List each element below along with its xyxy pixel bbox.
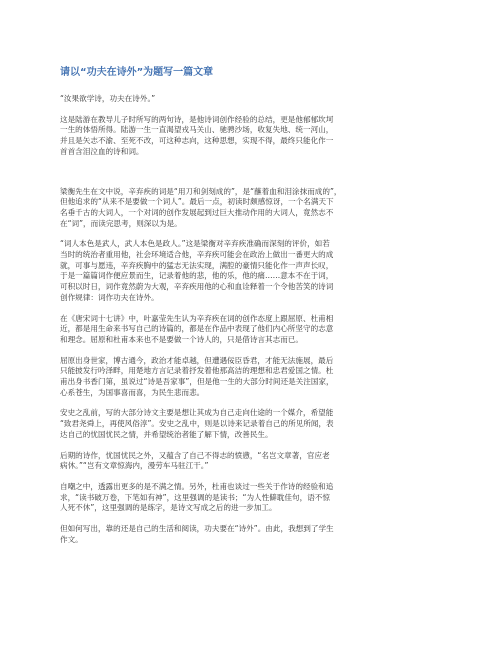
paragraph-7: 安史之乱前，写的大部分诗文主要是想让其成为自己走向仕途的一个媒介，希望能 “致君尧舜上，再使风俗淳”。安史之乱中，则是以诗来记录着自己的所见所闻，表 达自己的忧国忧民之情，并希望统治者能了解下情，改善民生。: [60, 408, 334, 439]
paragraph-5: 在《唐宋词十七讲》中，叶嘉莹先生认为辛弃疾在词的创作态度上跟屈原、杜甫相 近，都是用生命来书写自己的诗篇的，都是在作品中表现了他们内心所坚守的志意 和理念。屈原和杜甫本来也不是要做一个诗人的，只是借诗言其志而已。: [60, 313, 334, 344]
paragraph-9: 自嘲之中，透露出更多的是不满之情。另外，杜甫也谈过一些关于作诗的经验和追 求，“读书破万卷，下笔如有神”，这里强调的是读书；“为人性僻耽佳句，语不惊 人死不休”，这里强调的是练字，是诗文写成之后的进一步加工。: [60, 481, 334, 513]
document-title: 请以“功夫在诗外”为题写一篇文章: [60, 67, 214, 78]
paragraph-10: 但如何写出，靠的还是自己的生活和阅读，功夫要在“诗外”。由此，我想到了学生 作文。: [60, 524, 334, 544]
paragraph-1: “汝果欲学诗，功夫在诗外。”: [60, 94, 156, 103]
paragraph-8: 后期的诗作，忧国忧民之外，又蕴含了自己不得志的愤懑，“名岂文章著，官应老 病休。”“岂有文章惊海内，漫劳车马驻江干。”: [60, 450, 330, 471]
paragraph-6: 屈原出身世家，博古通今，政治才能卓越，但遭遇佞臣昏君，才能无法施展，最后 只能披发行吟泽畔，用楚地方言记录着抒发着他那高洁的理想和忠君爱国之情。杜 甫出身书香门第，虽说过“诗是吾家事”，但是他一生的大部分时间还是关注国家， 心系苍生，为国事喜而喜，为民生悲而悲。: [60, 355, 334, 397]
paragraph-2: 这是陆游在教导儿子时所写的两句诗，是他诗词创作经验的总结，更是他郁郁坎坷 一生的体悟所得。陆游一生一直渴望戎马关山、驰骋沙场，收复失地、统一河山， 并且是矢志不渝、至死不改，可这种志向，这种思想，实现不得，最终只能化作一 首首含泪泣血的诗和词。: [60, 114, 334, 156]
paragraph-3: 梁衡先生在文中说，辛弃疾的词是“用刀和剑刻成的”，是“蘸着血和泪涂抹而成的”， 但他追求的“从来不是要做一个词人”。最后一点，初读时颇感惊讶，一个名满天下 名垂千古的大词人，一个对词的创作发展起到过巨大推动作用的大词人，竟然志不 在“词”，而读完思考，则深以为是。: [60, 186, 342, 228]
document-page: [60, 66, 440, 556]
paragraph-4: “词人本色是武人，武人本色是政人。”这是梁衡对辛弃疾准确而深刻的评价，如若 当时的统治者重用他，社会环境适合他，辛弃疾可能会在政治上做出一番更大的成 就，可事与愿违，辛弃疾胸中的猛志无法实现，满腔的豪情只能化作一声声长叹， 于是一篇篇词作便应景而生，记录着他的悲，他的乐，他的痛……意本不在于词， 可积以时日，词作竟然蔚为大观，辛弃疾用他的心和血诠释着一个令他苦笑的诗词 创作规律：词作功夫在诗外。: [60, 239, 334, 302]
